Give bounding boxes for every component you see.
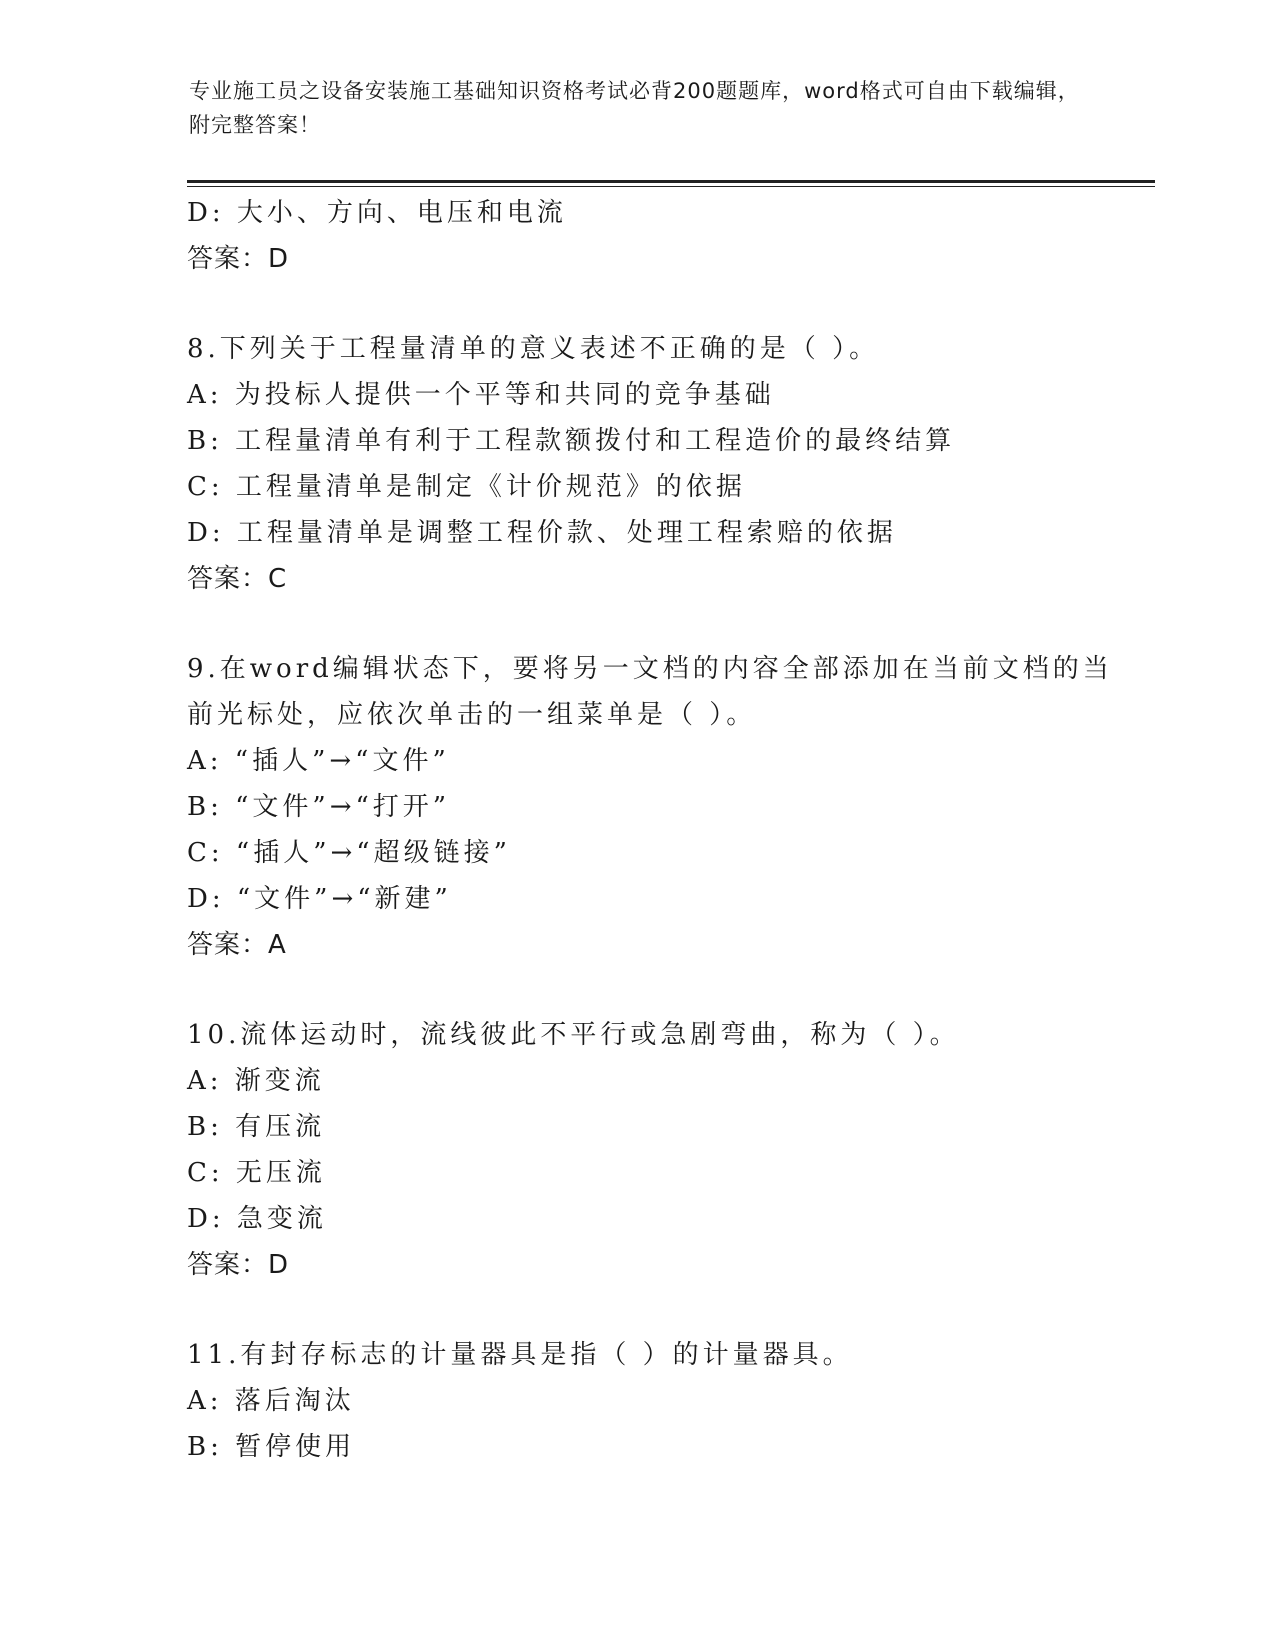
- question-block: [187, 326, 1147, 602]
- question-stem: 9.在word编辑状态下，要将另一文档的内容全部添加在当前文档的当: [187, 654, 1113, 684]
- option-line: C: 工程量清单是制定《计价规范》的依据: [187, 472, 746, 502]
- option-line: A: 为投标人提供一个平等和共同的竞争基础: [187, 380, 775, 410]
- option-line: B: “文件”→“打开”: [187, 792, 451, 822]
- option-line: B: 工程量清单有利于工程款额拨付和工程造价的最终结算: [187, 426, 956, 456]
- option-line: A: 渐变流: [187, 1066, 325, 1096]
- header-rule-thick: [187, 180, 1155, 183]
- question-block: [187, 190, 1147, 282]
- document-header: 专业施工员之设备安装施工基础知识资格考试必背200题题库，word格式可自由下载编辑，附完整答案！: [189, 79, 1080, 137]
- question-stem: 前光标处，应依次单击的一组菜单是（ ）。: [187, 700, 757, 730]
- answer-line: 答案：C: [187, 564, 288, 594]
- option-line: C: “插人”→“超级链接”: [187, 838, 511, 868]
- question-stem: 10.流体运动时，流线彼此不平行或急剧弯曲，称为（ ）。: [187, 1020, 960, 1050]
- question-block: [187, 646, 1147, 968]
- answer-line: 答案：D: [187, 244, 290, 274]
- option-line: C: 无压流: [187, 1158, 326, 1188]
- option-line: A: 落后淘汰: [187, 1386, 355, 1416]
- option-line: B: 有压流: [187, 1112, 326, 1142]
- question-content: [187, 190, 1147, 1470]
- answer-line: 答案：A: [187, 930, 287, 960]
- question-block: [187, 1332, 1147, 1470]
- question-stem: 11.有封存标志的计量器具是指（ ）的计量器具。: [187, 1340, 853, 1370]
- option-line: D: “文件”→“新建”: [187, 884, 452, 914]
- header-rule-thin: [187, 186, 1155, 187]
- question-block: [187, 1012, 1147, 1288]
- answer-line: 答案：D: [187, 1250, 290, 1280]
- question-stem: 8.下列关于工程量清单的意义表述不正确的是（ ）。: [187, 334, 880, 364]
- option-line: D: 工程量清单是调整工程价款、处理工程索赔的依据: [187, 518, 897, 548]
- option-line: D: 急变流: [187, 1204, 327, 1234]
- option-line: D: 大小、方向、电压和电流: [187, 198, 567, 228]
- option-line: B: 暂停使用: [187, 1432, 356, 1462]
- option-line: A: “插人”→“文件”: [187, 746, 450, 776]
